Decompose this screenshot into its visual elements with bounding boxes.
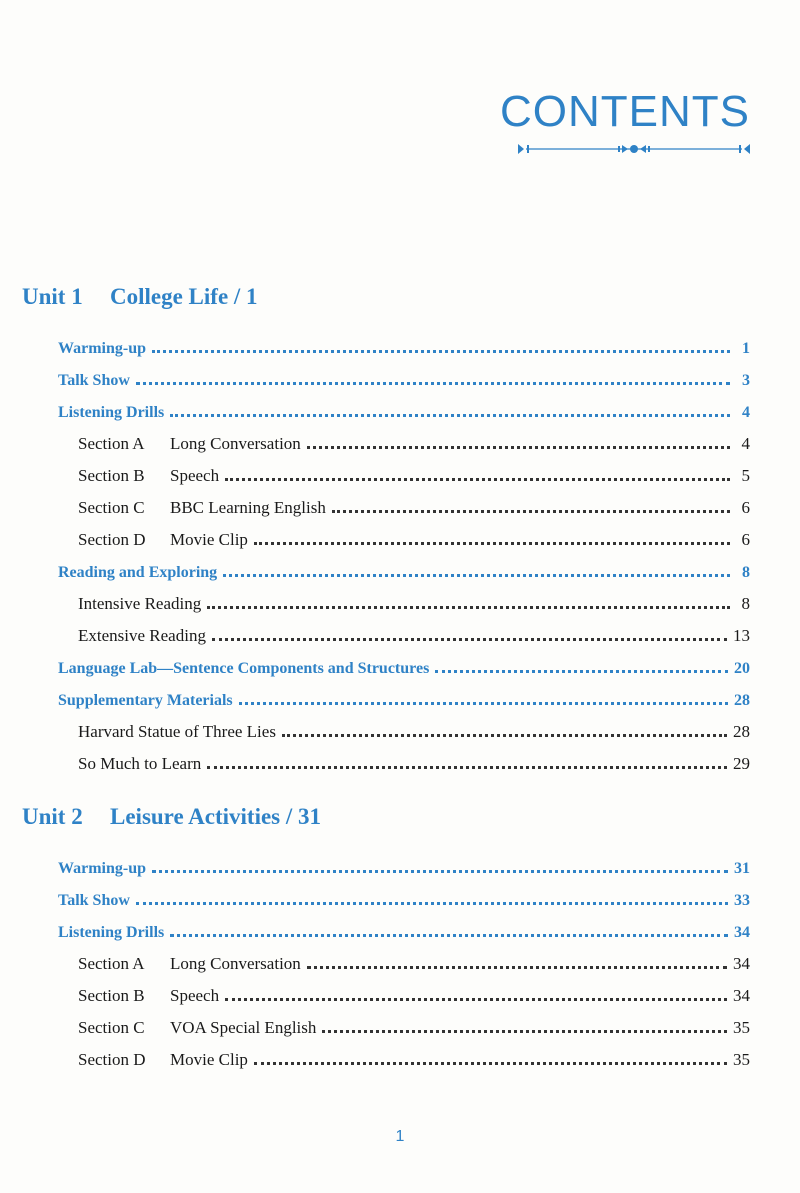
toc-entry[interactable] — [0, 366, 800, 390]
section-label: Section C — [78, 498, 145, 517]
page-number: 3 — [742, 372, 750, 389]
toc-entry[interactable] — [0, 398, 800, 422]
dot-leader — [136, 902, 728, 905]
page-number: 35 — [733, 1018, 750, 1037]
toc-entry[interactable] — [0, 686, 800, 710]
toc-subentry[interactable] — [0, 494, 800, 518]
entry-label: Movie Clip — [170, 530, 248, 549]
entry-label: Warming-up — [58, 340, 147, 357]
entry-label: Reading and Exploring — [58, 564, 218, 581]
unit-title: Leisure Activities / 31 — [110, 804, 322, 829]
entry-label: Extensive Reading — [78, 626, 206, 645]
entry-label: Long Conversation — [170, 434, 301, 453]
dot-leader — [207, 766, 727, 769]
dot-leader — [152, 870, 728, 873]
page-number: 1 — [742, 340, 750, 357]
section-label: Section B — [78, 466, 145, 485]
dot-leader — [170, 934, 728, 937]
page-number: 34 — [733, 986, 750, 1005]
entry-label: Listening Drills — [58, 404, 165, 421]
dot-leader — [152, 350, 730, 353]
entry-label: Language Lab—Sentence Components and Structures — [58, 660, 430, 677]
page-footer-number: 1 — [395, 1128, 405, 1145]
entry-label: Talk Show — [58, 892, 130, 909]
dot-leader — [136, 382, 730, 385]
page-title: CONTENTS — [500, 87, 750, 136]
unit-number: Unit 1 — [22, 284, 83, 309]
toc-subentry[interactable] — [0, 462, 800, 486]
unit-number: Unit 2 — [22, 804, 83, 829]
dot-leader — [225, 478, 730, 481]
dot-leader — [170, 414, 730, 417]
page-number: 28 — [734, 692, 750, 709]
toc-entry[interactable] — [0, 334, 800, 358]
entry-label: Intensive Reading — [78, 594, 202, 613]
section-label: Section D — [78, 530, 146, 549]
unit-title: College Life / 1 — [110, 284, 258, 309]
dot-leader — [225, 998, 727, 1001]
page-number: 34 — [733, 954, 750, 973]
dot-leader — [212, 638, 727, 641]
dot-leader — [223, 574, 730, 577]
dot-leader — [332, 510, 730, 513]
page-number: 6 — [741, 530, 750, 549]
section-label: Section C — [78, 1018, 145, 1037]
page-number: 28 — [733, 722, 750, 741]
unit-heading — [22, 284, 258, 310]
page-number: 33 — [734, 892, 750, 909]
toc-subentry[interactable] — [0, 950, 800, 974]
entry-label: Talk Show — [58, 372, 130, 389]
entry-label: Speech — [170, 466, 220, 485]
page-number: 4 — [741, 434, 750, 453]
page-number: 6 — [741, 498, 750, 517]
entry-label: Long Conversation — [170, 954, 301, 973]
section-label: Section A — [78, 434, 145, 453]
toc-subentry[interactable] — [0, 590, 800, 614]
toc-subentry[interactable] — [0, 750, 800, 774]
section-label: Section B — [78, 986, 145, 1005]
dot-leader — [307, 966, 727, 969]
dot-leader — [282, 734, 727, 737]
page-number: 5 — [741, 466, 750, 485]
toc-subentry[interactable] — [0, 718, 800, 742]
toc-entry[interactable] — [0, 886, 800, 910]
page-number: 29 — [733, 754, 750, 773]
dot-leader — [254, 1062, 727, 1065]
page-number: 4 — [742, 404, 750, 421]
entry-label: Warming-up — [58, 860, 147, 877]
toc-entry[interactable] — [0, 854, 800, 878]
toc-entry[interactable] — [0, 918, 800, 942]
dot-leader — [254, 542, 730, 545]
dot-leader — [239, 702, 728, 705]
dot-leader — [307, 446, 730, 449]
toc-subentry[interactable] — [0, 622, 800, 646]
contents-header — [500, 87, 750, 156]
page-number: 13 — [733, 626, 750, 645]
dot-leader — [207, 606, 730, 609]
page-number: 20 — [734, 660, 750, 677]
dot-leader — [435, 670, 728, 673]
dot-leader — [322, 1030, 727, 1033]
toc-subentry[interactable] — [0, 982, 800, 1006]
entry-label: VOA Special English — [170, 1018, 317, 1037]
toc-subentry[interactable] — [0, 526, 800, 550]
unit-heading — [22, 804, 321, 830]
toc-entry[interactable] — [0, 558, 800, 582]
toc-subentry[interactable] — [0, 430, 800, 454]
section-label: Section D — [78, 1050, 146, 1069]
entry-label: Speech — [170, 986, 220, 1005]
entry-label: Supplementary Materials — [58, 692, 233, 709]
page-number: 8 — [741, 594, 750, 613]
page-number: 8 — [742, 564, 750, 581]
section-label: Section A — [78, 954, 145, 973]
entry-label: So Much to Learn — [78, 754, 202, 773]
page-number: 35 — [733, 1050, 750, 1069]
page-number: 34 — [734, 924, 750, 941]
page-number: 31 — [734, 860, 750, 877]
ornament-divider — [518, 142, 750, 156]
toc-subentry[interactable] — [0, 1014, 800, 1038]
toc-subentry[interactable] — [0, 1046, 800, 1070]
toc-entry[interactable] — [0, 654, 800, 678]
entry-label: Harvard Statue of Three Lies — [78, 722, 276, 741]
entry-label: BBC Learning English — [170, 498, 326, 517]
entry-label: Listening Drills — [58, 924, 165, 941]
entry-label: Movie Clip — [170, 1050, 248, 1069]
